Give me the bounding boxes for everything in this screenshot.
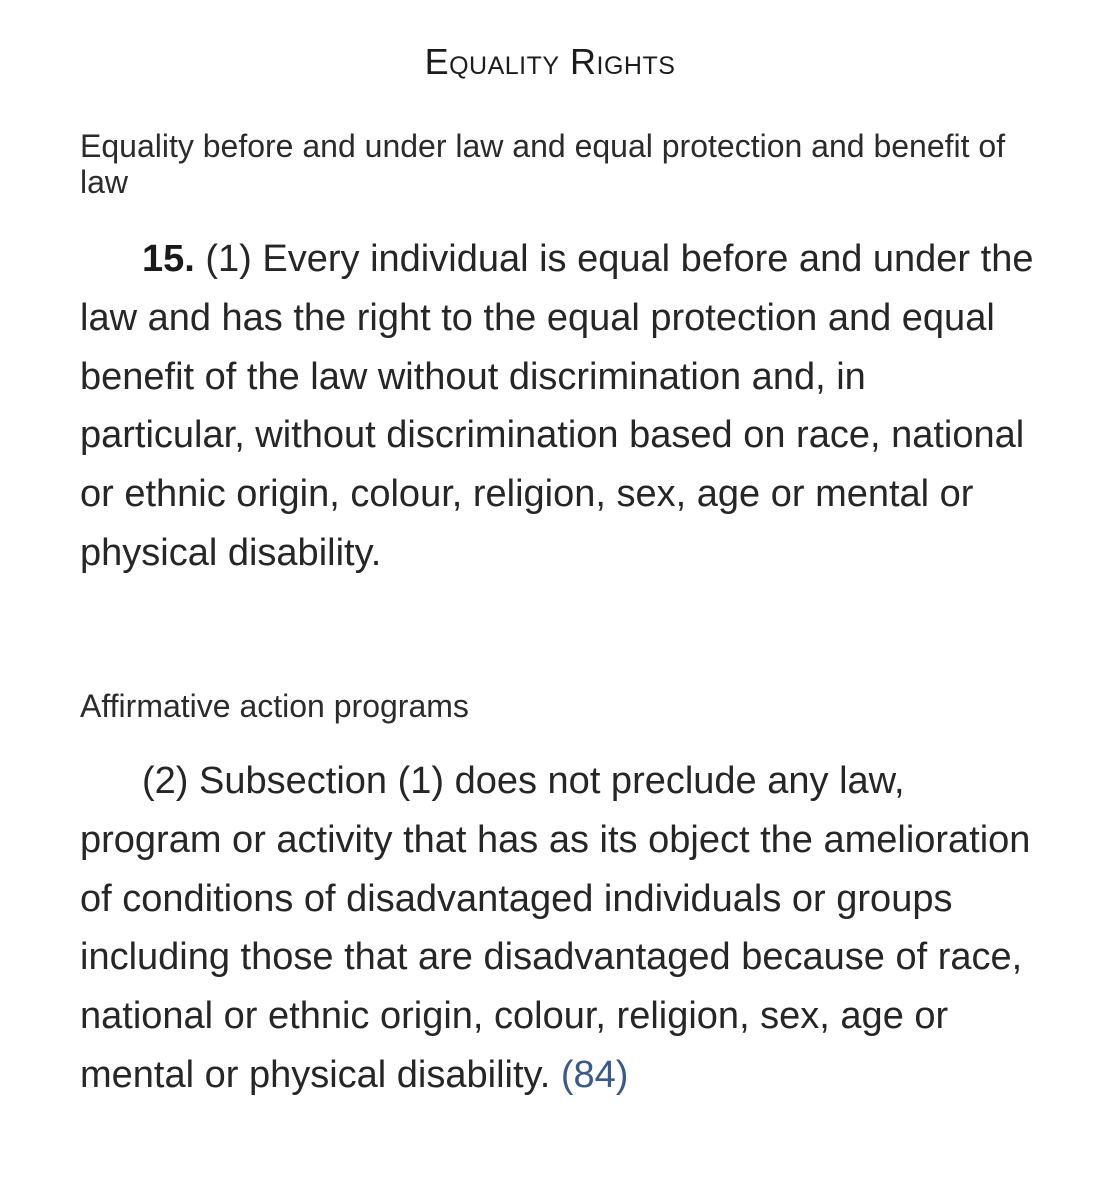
subsection-1-label: (1) — [205, 238, 252, 280]
subsection-15-2 — [80, 752, 1040, 1105]
marginal-note-affirmative-action: Affirmative action programs — [80, 688, 469, 724]
part-heading: Equality Rights — [424, 41, 676, 82]
marginal-note-equality: Equality before and under law and equal protection and benefit of law — [80, 128, 1006, 200]
subsection-2-label: (2) — [142, 760, 189, 802]
subsection-1-text: Every individual is equal before and under the law and has the right to the equal protection and equal benefit of the law without discrimination and, in particular, without discrimination based on race, national or ethnic origin, colour, religion, sex, age or mental or physical disability. — [80, 238, 1034, 574]
subsection-15-1 — [80, 230, 1040, 583]
section-number: 15. — [142, 238, 195, 280]
subsection-2-text: Subsection (1) does not preclude any law, program or activity that has as its object the amelioration of conditions of disadvantaged individuals or groups including those that are disadvantaged because of race, national or ethnic origin, colour, religion, sex, age or mental or physical disability. — [80, 760, 1031, 1096]
history-note-link[interactable]: (84) — [560, 1053, 629, 1096]
